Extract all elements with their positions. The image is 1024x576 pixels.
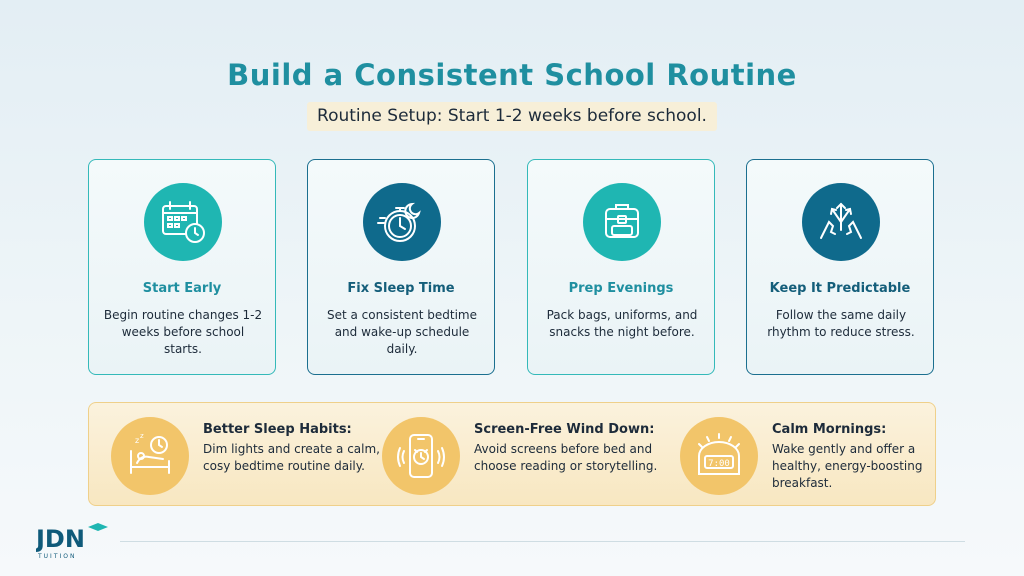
card-title: Keep It Predictable <box>769 281 911 296</box>
alarm-clock-icon <box>680 417 758 495</box>
bed-sleep-icon <box>111 417 189 495</box>
card-text: Follow the same daily rhythm to reduce stress. <box>767 308 915 339</box>
tip-text: Avoid screens before bed and choose reading or storytelling. <box>474 442 658 473</box>
tip-title: Screen-Free Wind Down: <box>474 422 655 437</box>
routine-setup-banner: Routine Setup: Start 1-2 weeks before school. <box>307 102 717 131</box>
card-prep-evenings <box>527 159 715 375</box>
school-bag-icon <box>583 183 661 261</box>
card-title: Prep Evenings <box>568 281 674 296</box>
footer-divider <box>120 541 965 542</box>
phone-alarm-icon <box>382 417 460 495</box>
jdn-tuition-logo <box>36 523 116 563</box>
tip-screen-free <box>382 417 672 495</box>
card-keep-it-predictable <box>746 159 934 375</box>
card-start-early <box>88 159 276 375</box>
tip-title: Calm Mornings: <box>772 422 887 437</box>
svg-text:z: z <box>135 436 140 445</box>
tip-title: Better Sleep Habits: <box>203 422 352 437</box>
card-text: Set a consistent bedtime and wake-up schedule daily. <box>326 308 477 356</box>
card-text: Begin routine changes 1-2 weeks before school starts. <box>103 308 263 356</box>
stopwatch-moon-icon <box>363 183 441 261</box>
tip-better-sleep <box>111 417 381 495</box>
calendar-clock-icon <box>144 183 222 261</box>
tip-text: Dim lights and create a calm, cosy bedtime routine daily. <box>203 442 380 473</box>
card-title: Start Early <box>142 281 222 296</box>
hands-arrows-icon <box>802 183 880 261</box>
tips-strip <box>88 402 936 506</box>
clock-display-text: 7:00 <box>708 459 730 469</box>
page-title: Build a Consistent School Routine <box>227 58 797 92</box>
logo-text: JDN <box>36 525 85 553</box>
card-title: Fix Sleep Time <box>347 281 455 296</box>
tip-calm-mornings <box>680 417 930 495</box>
logo-tagline: TUITION <box>38 553 77 560</box>
card-text: Pack bags, uniforms, and snacks the night before. <box>546 308 698 339</box>
tip-text: Wake gently and offer a healthy, energy-boosting breakfast. <box>772 442 923 490</box>
card-fix-sleep-time <box>307 159 495 375</box>
svg-text:z: z <box>140 432 144 440</box>
